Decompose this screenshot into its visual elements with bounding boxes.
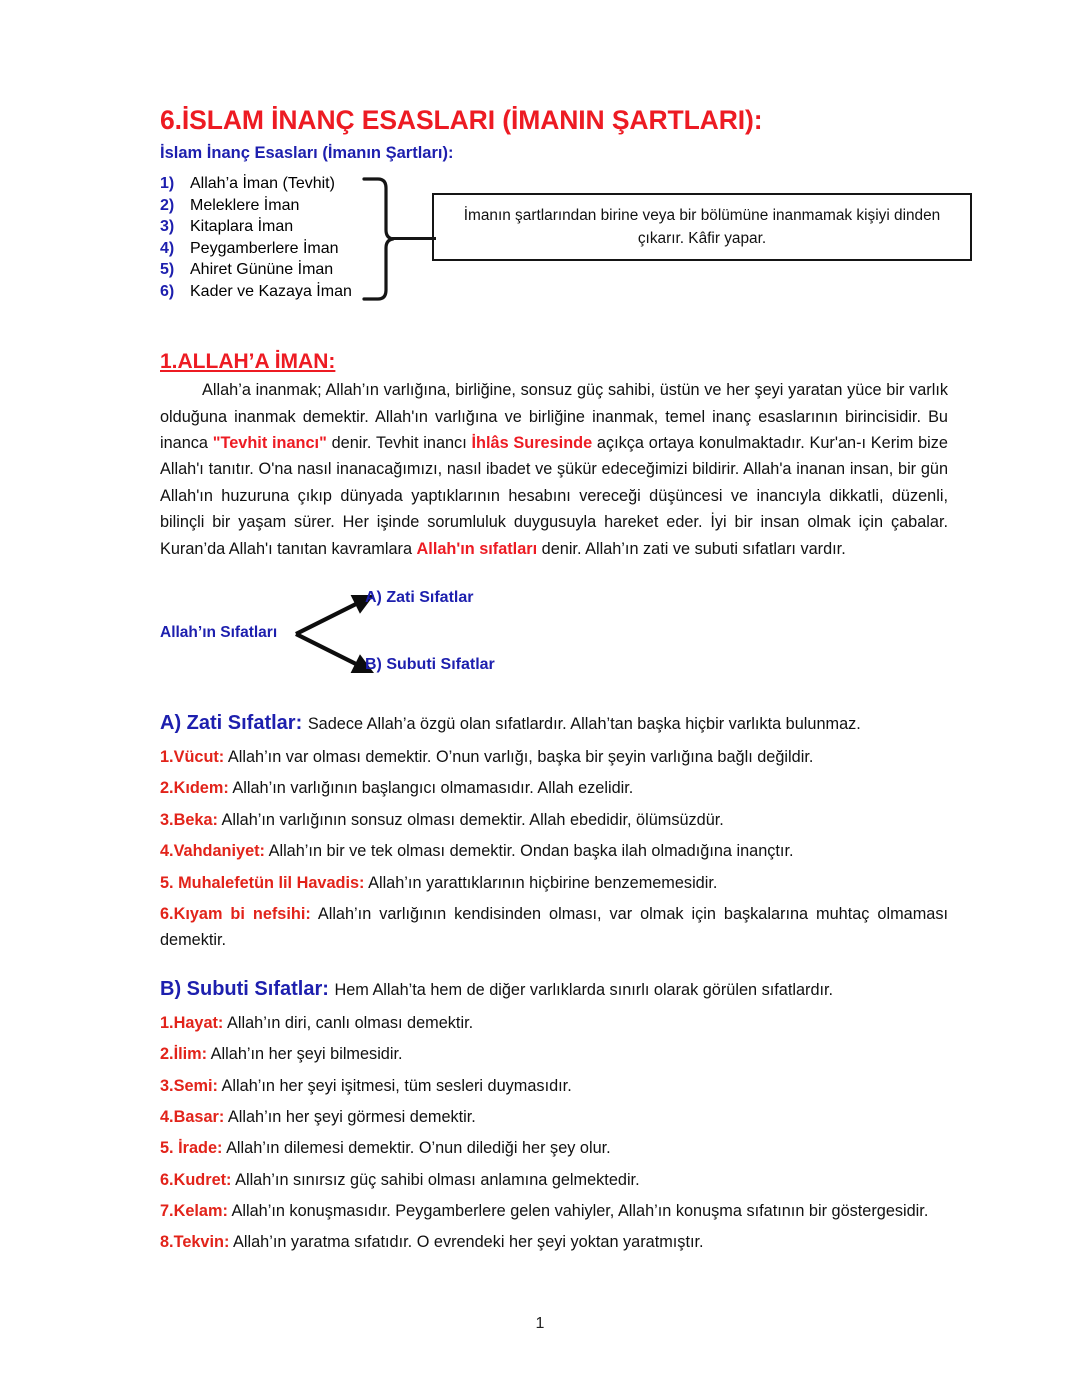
subuti-description: Hem Allah’ta hem de diğer varlıklarda sınırlı olarak görülen sıfatlardır.	[334, 980, 834, 999]
attribute-description: Allah’ın varlığının sonsuz olması demektir. Allah ebedidir, ölümsüzdür.	[217, 810, 724, 829]
zati-heading	[160, 710, 948, 737]
list-item	[160, 259, 460, 281]
callout-box	[432, 193, 972, 261]
list-item	[160, 1073, 948, 1099]
list-item-number: 1)	[160, 175, 175, 193]
attribute-name: 6.Kıyam bi nefsihi:	[160, 904, 311, 923]
section-heading-allaha-iman: 1.ALLAH’A İMAN:	[160, 350, 336, 374]
paragraph-part-1: Allah’a inanmak; Allah’ın varlığına, birliğine, sonsuz güç sahibi, üstün ve her şeyi yaratan yüce bir varlık olduğuna inanmak demektir. Allah'ın varlığına ve birliğine inanmak, temel inanç esaslarının birincisidir. Bu inanca	[160, 381, 948, 453]
list-item	[160, 1041, 948, 1067]
attribute-name: 5. İrade:	[160, 1139, 223, 1158]
list-item-label: Kader ve Kazaya İman	[190, 282, 352, 300]
list-item	[160, 901, 948, 954]
list-item	[160, 775, 948, 801]
sifatlar-branch-diagram	[160, 584, 948, 688]
attribute-name: 5. Muhalefetün lil Havadis:	[160, 873, 365, 892]
diagram-root-label: Allah’ın Sıfatları	[160, 624, 278, 641]
attribute-description: Allah’ın her şeyi görmesi demektir.	[224, 1107, 476, 1126]
attribute-description: Allah’ın var olması demektir. O’nun varlığı, başka bir şeyin varlığına bağlı değildir.	[224, 748, 814, 766]
paragraph-part-3: açıkça ortaya konulmaktadır. Kur'an-ı Kerim bize Allah'ı tanıtır. O'na nasıl inanacağımızı, nasıl ibadet ve şükür edeceğimizi bildirir. Allah'a inanan insan, bir gün Allah'ın huzuruna çıkıp dünyada yaptıklarının hesabını vereceği düşüncesi ve inancıyla dikkatli, düzenli, bilinçli bir yaşam sürer. Her işinde sorumluluk duygusuyla hareket eder. İyi bir insan olmak için çabalar. Kuran’da Allah'ı tanıtan kavramlara	[160, 434, 948, 558]
curly-brace-icon	[360, 175, 394, 303]
attribute-description: Allah’ın her şeyi işitmesi, tüm sesleri duymasıdır.	[217, 1076, 572, 1095]
brace-connector-line	[392, 237, 436, 240]
callout-text: İmanın şartlarından birine veya bir bölümüne inanmamak kişiyi dinden çıkarır. Kâfir yapar.	[463, 207, 941, 248]
zati-heading-label: A) Zati Sıfatlar:	[160, 712, 303, 734]
zati-description: Sadece Allah’a özgü olan sıfatlardır. Allah’tan başka hiçbir varlıkta bulunmaz.	[307, 715, 861, 733]
subuti-sifatlar-section	[160, 976, 948, 1256]
attribute-description: Allah’ın sınırsız güç sahibi olması anlamına gelmektedir.	[231, 1170, 640, 1189]
list-item-number: 3)	[160, 218, 175, 236]
list-item-number: 4)	[160, 239, 175, 257]
attribute-description: Allah’ın dilemesi demektir. O’nun dilediği her şey olur.	[222, 1139, 611, 1158]
highlight-allahin-sifatlari: Allah'ın sıfatları	[416, 539, 538, 558]
list-item	[160, 216, 460, 238]
section-subtitle: İslam İnanç Esasları (İmanın Şartları):	[160, 144, 454, 163]
list-item-number: 5)	[160, 261, 175, 279]
list-item-number: 2)	[160, 196, 175, 214]
attribute-name: 6.Kudret:	[160, 1170, 232, 1189]
pillars-diagram	[160, 173, 948, 308]
list-item	[160, 238, 460, 260]
highlight-tevhit-inanci: "Tevhit inancı"	[212, 434, 327, 453]
list-item	[160, 195, 460, 217]
page-number: 1	[535, 1315, 545, 1332]
attribute-description: Allah’ın konuşmasıdır. Peygamberlere gelen vahiyler, Allah’ın konuşma sıfatının bir göstergesidir.	[227, 1202, 929, 1221]
attribute-name: 3.Semi:	[160, 1076, 218, 1095]
list-item-label: Allah’a İman (Tevhit)	[190, 175, 335, 193]
attribute-description: Allah’ın yaratma sıfatıdır. O evrendeki her şeyi yoktan yaratmıştır.	[229, 1233, 704, 1252]
attribute-description: Allah’ın varlığının kendisinden olması, var olmak için başkalarına muhtaç olmaması demektir.	[160, 904, 948, 950]
list-item	[160, 838, 948, 864]
diagram-branch-b-label: B) Subuti Sıfatlar	[365, 656, 495, 673]
attribute-description: Allah’ın varlığının başlangıcı olmamasıdır. Allah ezelidir.	[228, 779, 634, 798]
list-item	[160, 1010, 948, 1036]
list-item-label: Kitaplara İman	[190, 218, 294, 236]
list-item	[160, 744, 948, 770]
list-item	[160, 1167, 948, 1193]
attribute-name: 4.Vahdaniyet:	[160, 842, 265, 861]
attribute-name: 1.Vücut:	[160, 748, 225, 766]
attribute-name: 1.Hayat:	[160, 1013, 224, 1032]
paragraph-part-2: denir. Tevhit inancı	[326, 434, 472, 453]
allaha-iman-paragraph	[160, 377, 948, 562]
attribute-name: 3.Beka:	[160, 810, 218, 829]
attribute-description: Allah’ın yarattıklarının hiçbirine benzememesidir.	[364, 873, 718, 892]
zati-sifatlar-section	[160, 710, 948, 954]
list-item-label: Ahiret Gününe İman	[190, 261, 334, 279]
attribute-name: 4.Basar:	[160, 1107, 225, 1126]
attribute-description: Allah’ın bir ve tek olması demektir. Ondan başka ilah olmadığına inançtır.	[264, 842, 794, 861]
list-item	[160, 1135, 948, 1161]
attribute-name: 8.Tekvin:	[160, 1233, 230, 1252]
diagram-branch-a-label: A) Zati Sıfatlar	[365, 589, 474, 606]
list-item	[160, 1198, 948, 1224]
attribute-description: Allah’ın diri, canlı olması demektir.	[223, 1013, 474, 1032]
list-item-number: 6)	[160, 282, 175, 300]
list-item	[160, 1104, 948, 1130]
attribute-name: 2.Kıdem:	[160, 779, 229, 798]
list-item	[160, 1229, 948, 1255]
list-item	[160, 807, 948, 833]
highlight-ihlas-suresinde: İhlâs Suresinde	[471, 434, 593, 453]
subuti-heading	[160, 976, 948, 1003]
paragraph-part-4: denir. Allah’ın zati ve subuti sıfatları vardır.	[537, 539, 846, 558]
list-item	[160, 870, 948, 896]
list-item-label: Peygamberlere İman	[190, 239, 339, 257]
attribute-name: 2.İlim:	[160, 1045, 208, 1064]
list-item	[160, 173, 460, 195]
attribute-name: 7.Kelam:	[160, 1202, 228, 1221]
page-title: 6.İSLAM İNANÇ ESASLARI (İMANIN ŞARTLARI):	[160, 105, 763, 135]
list-item-label: Meleklere İman	[190, 196, 300, 214]
subuti-heading-label: B) Subuti Sıfatlar:	[160, 977, 329, 1000]
attribute-description: Allah’ın her şeyi bilmesidir.	[207, 1045, 403, 1064]
list-item	[160, 281, 460, 303]
